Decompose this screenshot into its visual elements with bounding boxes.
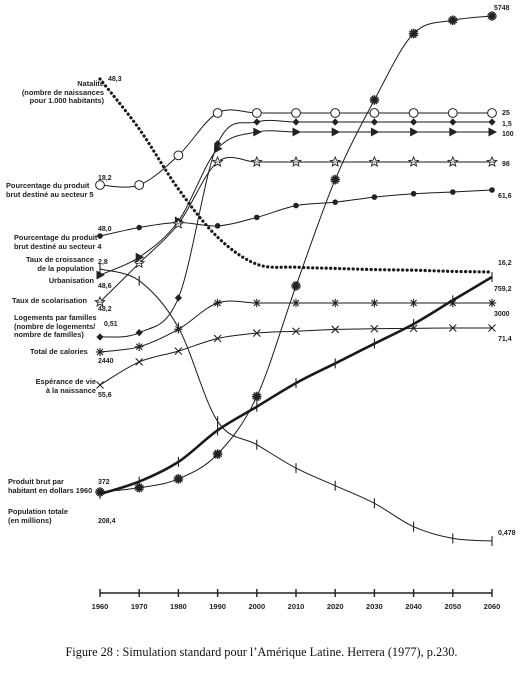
label-logements: Logements par familles (nombre de logements/ nombre de familles)	[14, 313, 97, 340]
marker-filled-triangle-urbanisation	[253, 128, 261, 137]
label-scolarisation: Taux de scolarisation	[12, 296, 88, 305]
label-calories: Total de calories	[30, 347, 88, 356]
marker-filled-triangle-urbanisation	[332, 128, 341, 137]
marker-filled-diamond-logements	[488, 118, 495, 125]
x-tick-label: 2020	[326, 602, 344, 611]
marker-open-star-scolarisation	[448, 157, 458, 166]
marker-filled-diamond-logements	[332, 118, 339, 125]
marker-open-circle-pourcentage_secteur5	[292, 109, 301, 118]
marker-asterisk-calories	[135, 343, 143, 351]
series-line-pourcentage_secteur4	[100, 190, 492, 236]
marker-filled-circle-pourcentage_secteur4	[489, 187, 495, 193]
x-tick-label: 1990	[209, 602, 226, 611]
series-line-croissance_population	[100, 269, 492, 541]
marker-x-esperance_vie	[97, 382, 104, 389]
marker-open-circle-pourcentage_secteur5	[331, 109, 340, 118]
label-pourcentage-secteur4: Pourcentage du produit brut destiné au secteur 4	[14, 233, 102, 251]
marker-open-circle-pourcentage_secteur5	[174, 151, 183, 160]
marker-asterisk-calories	[253, 299, 261, 307]
x-tick-label: 2050	[444, 602, 462, 611]
value-end-produit-brut: 5748	[494, 5, 510, 12]
value-start-pourcentage-secteur5: 18,2	[98, 175, 112, 182]
marker-filled-circle-pourcentage_secteur4	[293, 203, 299, 209]
marker-filled-diamond-logements	[175, 294, 182, 301]
marker-star-burst-produit_brut	[487, 11, 497, 21]
marker-open-circle-pourcentage_secteur5	[488, 109, 497, 118]
marker-asterisk-calories	[174, 325, 182, 333]
value-end-logements: 1,5	[502, 121, 512, 128]
series-line-scolarisation	[100, 157, 492, 302]
label-produit-brut: Produit brut par habitant en dollars 1960	[8, 477, 93, 495]
x-tick-label: 1980	[170, 602, 187, 611]
x-tick-label: 2000	[248, 602, 266, 611]
marker-filled-diamond-logements	[371, 118, 378, 125]
value-end-esperance-vie: 71,4	[498, 336, 512, 343]
value-start-scolarisation: 48,2	[98, 306, 112, 313]
marker-asterisk-calories	[370, 299, 378, 307]
series-line-produit_brut	[100, 16, 492, 492]
value-end-pourcentage-secteur5: 25	[502, 110, 510, 117]
value-end-calories: 3000	[494, 311, 510, 318]
value-end-pourcentage-secteur4: 61,6	[498, 193, 512, 200]
marker-filled-circle-pourcentage_secteur4	[411, 191, 417, 197]
value-start-croissance-population: 2,8	[98, 259, 108, 266]
value-end-croissance-population: 0,478	[498, 530, 516, 537]
marker-open-star-scolarisation	[252, 157, 262, 166]
value-start-pourcentage-secteur4: 48,0	[98, 226, 112, 233]
marker-filled-circle-pourcentage_secteur4	[215, 223, 221, 229]
marker-star-burst-produit_brut	[174, 474, 184, 484]
marker-x-esperance_vie	[175, 348, 182, 355]
marker-open-circle-pourcentage_secteur5	[135, 181, 144, 190]
x-tick-label: 2030	[366, 602, 383, 611]
marker-open-circle-pourcentage_secteur5	[213, 109, 222, 118]
marker-asterisk-calories	[331, 299, 339, 307]
value-start-natalite: 48,3	[108, 76, 122, 83]
marker-star-burst-produit_brut	[330, 175, 340, 185]
marker-open-circle-pourcentage_secteur5	[409, 109, 418, 118]
label-croissance-population: Taux de croissance de la population	[25, 255, 94, 273]
value-end-scolarisation: 98	[502, 161, 510, 168]
value-end-natalite: 16,2	[498, 260, 512, 267]
marker-star-burst-produit_brut	[448, 15, 458, 25]
marker-filled-diamond-logements	[136, 329, 143, 336]
marker-star-burst-produit_brut	[291, 281, 301, 291]
marker-open-circle-pourcentage_secteur5	[370, 109, 379, 118]
value-start-population: 208,4	[98, 518, 116, 525]
marker-open-star-scolarisation	[487, 157, 497, 166]
marker-filled-diamond-logements	[292, 118, 299, 125]
marker-filled-triangle-urbanisation	[371, 128, 380, 137]
x-tick-label: 2060	[483, 602, 501, 611]
marker-star-burst-produit_brut	[370, 95, 380, 105]
value-end-urbanisation: 100	[502, 131, 514, 138]
marker-open-circle-pourcentage_secteur5	[448, 109, 457, 118]
marker-filled-triangle-urbanisation	[293, 128, 302, 137]
marker-open-star-scolarisation	[370, 157, 380, 166]
marker-open-star-scolarisation	[409, 157, 419, 166]
marker-asterisk-calories	[488, 299, 496, 307]
series-line-calories	[100, 301, 492, 352]
x-tick-label: 1970	[130, 602, 148, 611]
value-start-logements: 0,51	[104, 321, 118, 328]
x-tick-label: 2040	[405, 602, 422, 611]
label-population: Population totale (en millions)	[8, 507, 68, 525]
marker-star-burst-produit_brut	[252, 392, 262, 402]
marker-filled-triangle-urbanisation	[489, 128, 498, 137]
value-end-population: 759,2	[494, 286, 512, 293]
marker-asterisk-calories	[292, 299, 300, 307]
marker-open-circle-pourcentage_secteur5	[252, 109, 261, 118]
marker-filled-circle-pourcentage_secteur4	[372, 194, 378, 200]
marker-filled-circle-pourcentage_secteur4	[254, 215, 260, 221]
x-tick-label: 2010	[287, 602, 305, 611]
marker-x-esperance_vie	[136, 358, 143, 365]
label-natalite: Natalité (nombre de naissances pour 1.000 habitants)	[21, 79, 104, 106]
marker-asterisk-calories	[409, 299, 417, 307]
marker-filled-triangle-urbanisation	[97, 271, 106, 280]
value-start-esperance-vie: 55,6	[98, 392, 112, 399]
marker-filled-circle-pourcentage_secteur4	[332, 199, 338, 205]
marker-filled-circle-pourcentage_secteur4	[450, 189, 456, 195]
marker-filled-triangle-urbanisation	[449, 128, 458, 137]
value-start-urbanisation: 48,6	[98, 283, 112, 290]
marker-open-star-scolarisation	[330, 157, 340, 166]
marker-filled-triangle-urbanisation	[410, 128, 419, 137]
value-start-produit-brut: 372	[98, 479, 110, 486]
label-esperance-vie: Espérance de vie à la naissance	[35, 377, 96, 395]
marker-filled-diamond-logements	[253, 118, 260, 125]
marker-asterisk-calories	[213, 299, 221, 307]
x-tick-label: 1960	[91, 602, 109, 611]
marker-filled-diamond-logements	[449, 118, 456, 125]
series-line-esperance_vie	[100, 328, 492, 385]
marker-filled-circle-pourcentage_secteur4	[136, 225, 142, 231]
figure-caption: Figure 28 : Simulation standard pour l’Amérique Latine. Herrera (1977), p.230.	[65, 645, 458, 659]
label-pourcentage-secteur5: Pourcentage du produit brut destiné au secteur 5	[6, 181, 94, 199]
label-urbanisation: Urbanisation	[48, 276, 94, 285]
marker-filled-diamond-logements	[410, 118, 417, 125]
marker-open-star-scolarisation	[291, 157, 301, 166]
value-start-calories: 2440	[98, 358, 114, 365]
